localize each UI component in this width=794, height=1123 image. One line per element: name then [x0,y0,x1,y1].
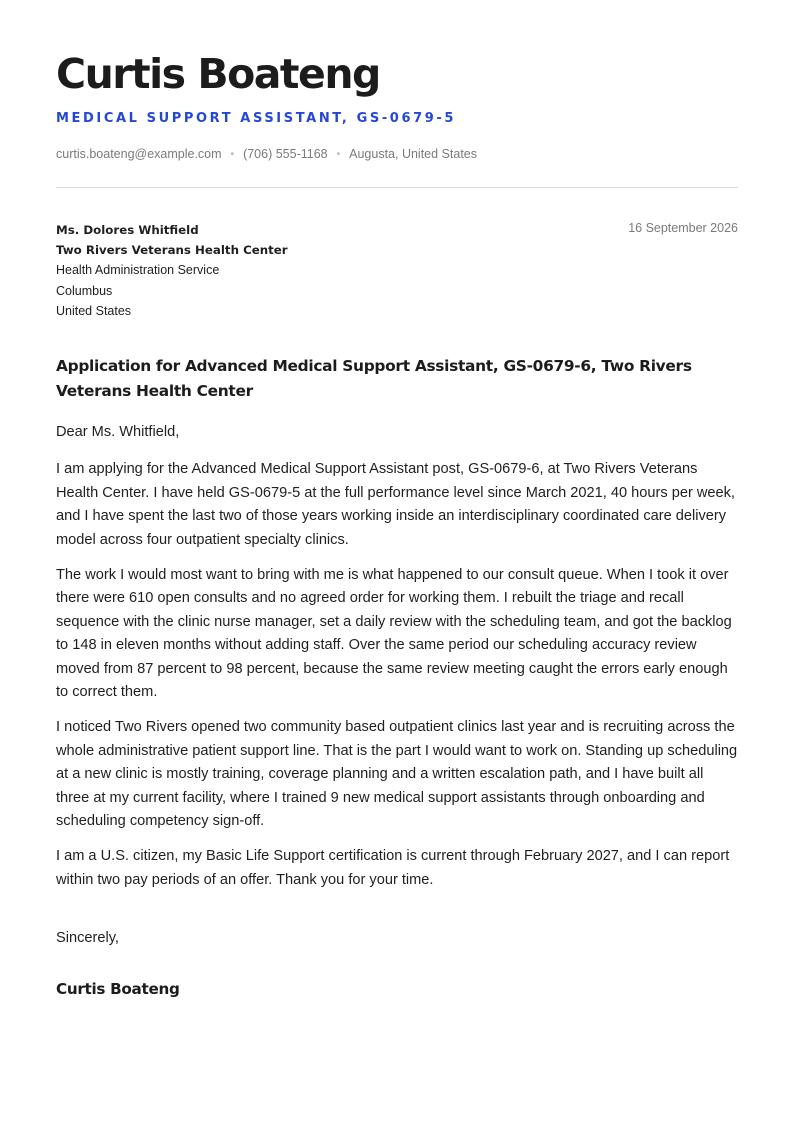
body-paragraph: I am a U.S. citizen, my Basic Life Support certification is current through February 2027, and I can report within two pay periods of an offer. Thank you for your time. [56,848,730,888]
contact-separator-dot: • [336,148,341,160]
body-paragraph: The work I would most want to bring with me is what happened to our consult queue. When I took it over there were 610 open consults and no agreed order for working them. I rebuilt the triage and recall sequence with the clinic nurse manager, set a daily review with the scheduling team, and got the backlog to 148 in eleven months without adding staff. Over the same period our scheduling accuracy review moved from 87 percent to 98 percent, because the same review meeting caught the errors early enough to correct them. [56,566,732,700]
applicant-job-title: MEDICAL SUPPORT ASSISTANT, GS-0679-5 [56,111,457,126]
letter-salutation: Dear Ms. Whitfield, [56,424,180,440]
recipient-name: Ms. Dolores Whitfield [56,223,199,237]
letter-signature: Curtis Boateng [56,980,180,998]
contact-location: Augusta, United States [349,147,477,161]
letter-body [56,458,740,904]
letter-subject: Application for Advanced Medical Support Assistant, GS-0679-6, Two Rivers Veterans Health Center [56,357,692,400]
contact-separator-dot: • [230,148,235,160]
recipient-city: Columbus [56,283,113,298]
body-paragraph: I am applying for the Advanced Medical Support Assistant post, GS-0679-6, at Two Rivers Veterans Health Center. I have held GS-0679-5 at the full performance level since March 2021, 40 hours per week, and I have spent the last two of those years working inside an interdisciplinary coordinated care delivery model across four outpatient specialty clinics. [56,461,735,548]
recipient-block [56,220,288,321]
contact-email[interactable]: curtis.boateng@example.com [56,147,222,161]
applicant-name: Curtis Boateng [56,50,380,98]
letter-date: 16 September 2026 [628,221,738,235]
header-divider [56,187,738,188]
body-paragraph: I noticed Two Rivers opened two community based outpatient clinics last year and is recruiting across the whole administrative patient support line. That is the part I would want to work on. Standing up scheduling at a new clinic is mostly training, coverage planning and a written escalation path, and I have built all three at my current facility, where I trained 9 new medical support assistants through onboarding and scheduling competency sign-off. [56,719,738,829]
recipient-department: Health Administration Service [56,263,220,278]
recipient-country: United States [56,303,132,318]
recipient-organization: Two Rivers Veterans Health Center [56,243,288,258]
contact-phone[interactable]: (706) 555-1168 [243,147,328,161]
contact-line [56,147,477,161]
letter-closing: Sincerely, [56,930,119,946]
